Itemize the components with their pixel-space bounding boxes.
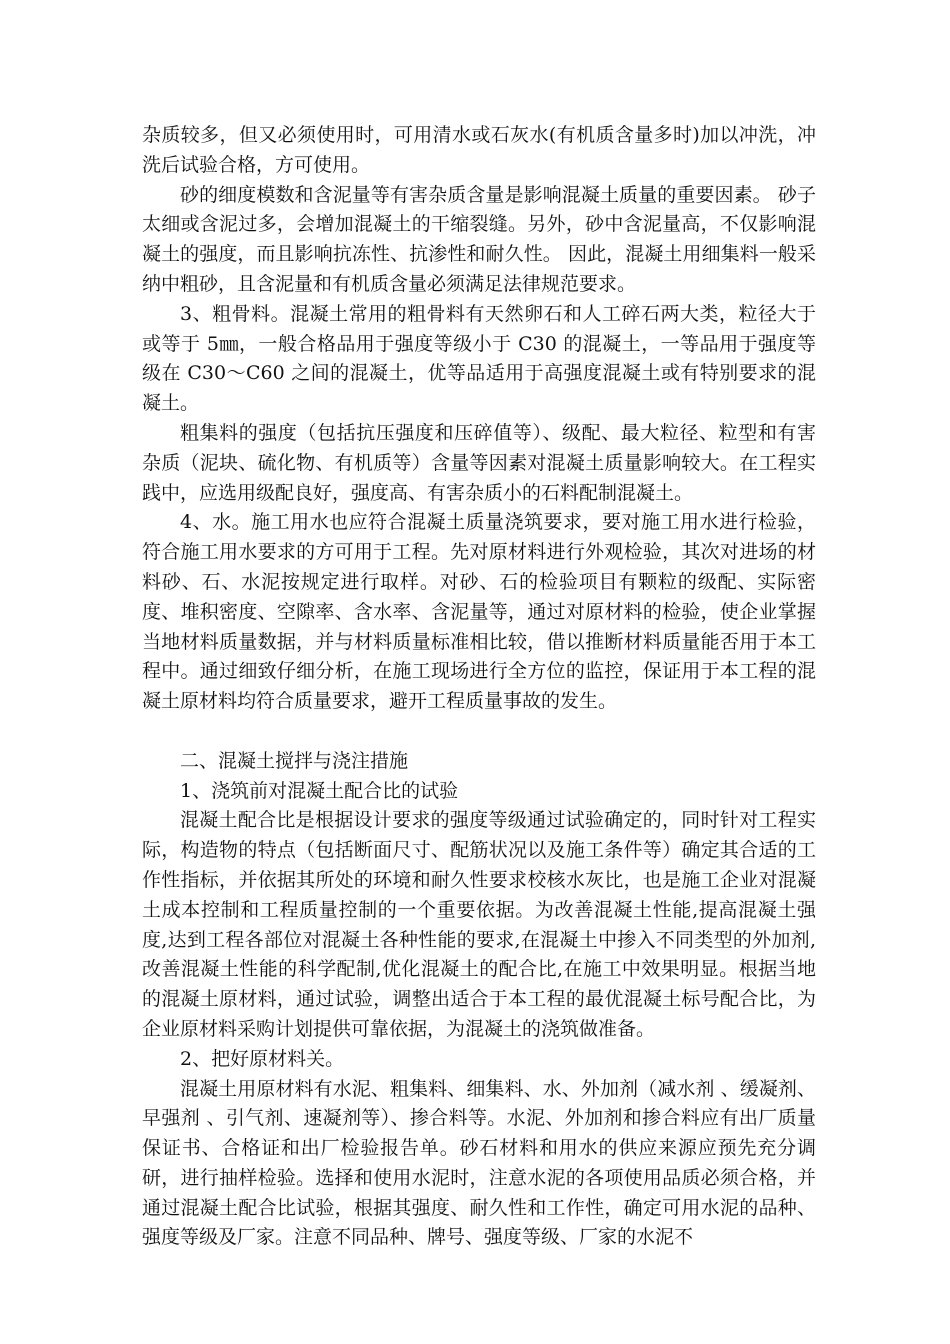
section-gap — [142, 717, 816, 747]
document-body — [142, 121, 816, 1253]
paragraph-mix-ratio: 混凝土配合比是根据设计要求的强度等级通过试验确定的，同时针对工程实际，构造物的特点（包括断面尺寸、配筋状况以及施工条件等）确定其合适的工作性指标，并依据其所处的环境和耐久性要求校核水灰比，也是施工企业对混凝土成本控制和工程质量控制的一个重要依据。为改善混凝土性能,提高混凝土强度,达到工程各部位对混凝土各种性能的要求,在混凝土中掺入不同类型的外加剂,改善混凝土性能的科学配制,优化混凝土的配合比,在施工中效果明显。根据当地的混凝土原材料，通过试验，调整出适合于本工程的最优混凝土标号配合比，为企业原材料采购计划提供可靠依据，为混凝土的浇筑做准备。 — [142, 809, 816, 1040]
paragraph-water: 4、水。施工用水也应符合混凝土质量浇筑要求，要对施工用水进行检验，符合施工用水要求的方可用于工程。先对原材料进行外观检验，其次对进场的材料砂、石、水泥按规定进行取样。对砂、石的检验项目有颗粒的级配、实际密度、堆积密度、空隙率、含水率、含泥量等，通过对原材料的检验，使企业掌握当地材料质量数据，并与材料质量标准相比较，借以推断材料质量能否用于本工程中。通过细致仔细分析，在施工现场进行全方位的监控，保证用于本工程的混凝土原材料均符合质量要求，避开工程质量事故的发生。 — [142, 511, 816, 713]
paragraph-raw-materials: 混凝土用原材料有水泥、粗集料、细集料、水、外加剂（减水剂 、缓凝剂、早强剂 、引气剂、速凝剂等）、掺合料等。水泥、外加剂和掺合料应有出厂质量保证书、合格证和出厂检验报告单。砂石材料和用水的供应来源应预先充分调研，进行抽样检验。选择和使用水泥时，注意水泥的各项使用品质必须合格，并通过混凝土配合比试验，根据其强度、耐久性和工作性，确定可用水泥的品种、强度等级及厂家。注意不同品种、牌号、强度等级、厂家的水泥不 — [142, 1077, 816, 1249]
subheading-mix-ratio-test: 1、浇筑前对混凝土配合比的试验 — [180, 779, 459, 802]
subheading-raw-materials: 2、把好原材料关。 — [180, 1047, 345, 1070]
paragraph-impurity-washing: 杂质较多，但又必须使用时，可用清水或石灰水(有机质含量多时)加以冲洗，冲洗后试验合格，方可使用。 — [142, 124, 816, 176]
section-heading-mixing-pouring: 二、混凝土搅拌与浇注措施 — [180, 749, 409, 772]
paragraph-coarse-aggregate-quality: 粗集料的强度（包括抗压强度和压碎值等）、级配、最大粒径、粒型和有害杂质（泥块、硫化物、有机质等）含量等因素对混凝土质量影响较大。在工程实践中，应选用级配良好，强度高、有害杂质小的石料配制混凝土。 — [142, 421, 816, 504]
paragraph-sand-fineness: 砂的细度模数和含泥量等有害杂质含量是影响混凝土质量的重要因素。 砂子太细或含泥过多，会增加混凝土的干缩裂缝。另外，砂中含泥量高，不仅影响混凝土的强度，而且影响抗冻性、抗渗性和耐久性。 因此，混凝土用细集料一般采纳中粗砂，且含泥量和有机质含量必须满足法律规范要求。 — [142, 183, 816, 295]
paragraph-coarse-aggregate: 3、粗骨料。混凝土常用的粗骨料有天然卵石和人工碎石两大类，粒径大于或等于 5㎜，一般合格品用于强度等级小于 C30 的混凝土，一等品用于强度等级在 C30～C60 之间的混凝土，优等品适用于高强度混凝土或有特别要求的混凝土。 — [142, 302, 816, 415]
